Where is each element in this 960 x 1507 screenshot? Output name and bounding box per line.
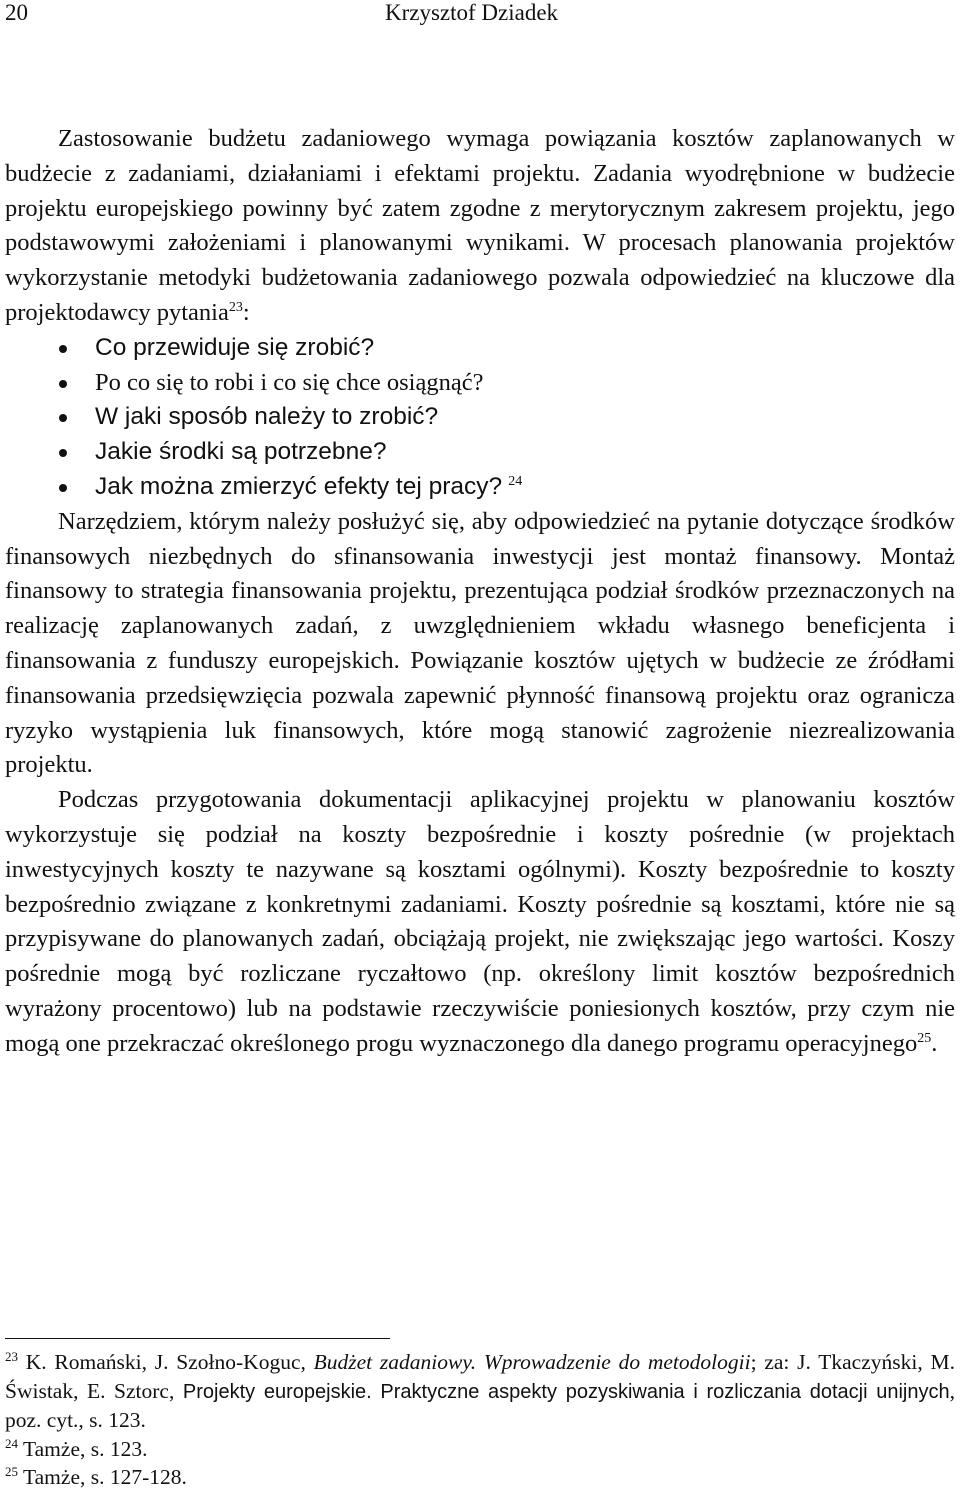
page-number: 20 [5,0,28,25]
footnote-ref-25[interactable]: 25 [917,1030,932,1046]
footnote-ref-23[interactable]: 23 [228,299,243,315]
footnote-middle: ; za: J. Tkaczyński, M. Świstak, E. Sztorc, [5,1350,955,1403]
question-list [5,331,955,505]
footnote-tail: , poz. cyt., s. 123. [5,1378,955,1432]
list-item [95,470,955,505]
bullet-icon [59,484,67,492]
list-item-text: Po co się to robi i co się chce osiągnąć? [95,368,484,396]
bullet-icon [59,345,67,353]
bullet-icon [59,380,67,388]
paragraph-2: Narzędziem, którym należy posłużyć się, aby odpowiedzieć na pytanie dotyczące środków finansowych niezbędnych do sfinansowania inwestycji jest montaż finansowy. Montaż finansowy to strategia finansowania projektu, prezentująca podział środków przeznaczonych na realizację zaplanowanych zadań, z uwzględnieniem wkładu własnego beneficjenta i finansowania z funduszy europejskich. Powiązanie kosztów ujętych w budżecie ze źródłami finansowania przedsięwzięcia pozwala zapewnić płynność finansową projektu oraz ogranicza ryzyko wystąpienia luk finansowych, które mogą stanowić zagrożenie niezrealizowania projektu. [5,507,955,779]
list-item [95,366,955,401]
footnote-number: 24 [5,1435,18,1451]
paragraph-3-tail: . [931,1029,938,1057]
main-text [5,122,955,1062]
footnote-title: Budżet zadaniowy. Wprowadzenie do metodologii [313,1350,751,1374]
paragraph-3-text: Podczas przygotowania dokumentacji aplikacyjnej projektu w planowaniu kosztów wykorzystuje się podział na koszty bezpośrednie i koszty pośrednie (w projektach inwestycyjnych koszty te nazywane są kosztami ogólnymi). Koszty bezpośrednie to koszty bezpośrednio związane z konkretnymi zadaniami. Koszty pośrednie są kosztami, które nie są przypisywane do planowanych zadań, obciążają projekt, nie zwiększając jego wartości. Koszy pośrednie mogą być rozliczane ryczałtowo (np. określony limit kosztów bezpośrednich wyrażony procentowo) lub na podstawie rzeczywiście poniesionych kosztów, przy czym nie mogą one przekraczać określonego progu wyznaczonego dla danego programu operacyjnego [5,786,955,1057]
footnote-25 [5,1463,955,1492]
paragraph-3 [5,783,955,1061]
footnote-number: 23 [5,1348,18,1364]
footnote-number: 25 [5,1463,18,1479]
footnote-23 [5,1348,955,1435]
footnote-ref-24[interactable]: 24 [508,473,523,489]
bullet-icon [59,414,67,422]
footnote-title-2: Projekty europejskie. Praktyczne aspekty pozyskiwania i rozliczania dotacji unijnych [182,1380,950,1403]
footnote-separator [5,1338,390,1339]
list-item [95,435,955,470]
list-item-text: Co przewiduje się zrobić? [95,333,375,361]
list-item [95,400,955,435]
footnote-text: Tamże, s. 123. [23,1436,148,1461]
paragraph-1 [5,122,955,331]
paragraph-1-tail: : [242,298,250,326]
footnote-text: Tamże, s. 127-128. [23,1465,187,1489]
list-item-text: Jakie środki są potrzebne? [95,438,387,466]
footnote-24 [5,1435,955,1464]
paragraph-1-text: Zastosowanie budżetu zadaniowego wymaga powiązania kosztów zaplanowanych w budżecie z zadaniami, działaniami i efektami projektu. Zadania wyodrębnione w budżecie projektu europejskiego powinny być zatem zgodne z merytorycznym zakresem projektu, jego podstawowymi założeniami i planowanymi wynikami. W procesach planowania projektów wykorzystanie metodyki budżetowania zadaniowego pozwala odpowiedzieć na kluczowe dla projektodawcy pytania [5,125,955,326]
footnotes [5,1348,955,1492]
list-item-text: Jak można zmierzyć efekty tej pracy? [95,472,503,500]
bullet-icon [59,449,67,457]
footnote-authors: K. Romański, J. Szołno-Koguc, [25,1350,314,1374]
list-item-text: W jaki sposób należy to zrobić? [95,403,439,431]
page-header [5,0,955,30]
running-head-author: Krzysztof Dziadek [385,0,559,25]
list-item [95,331,955,366]
